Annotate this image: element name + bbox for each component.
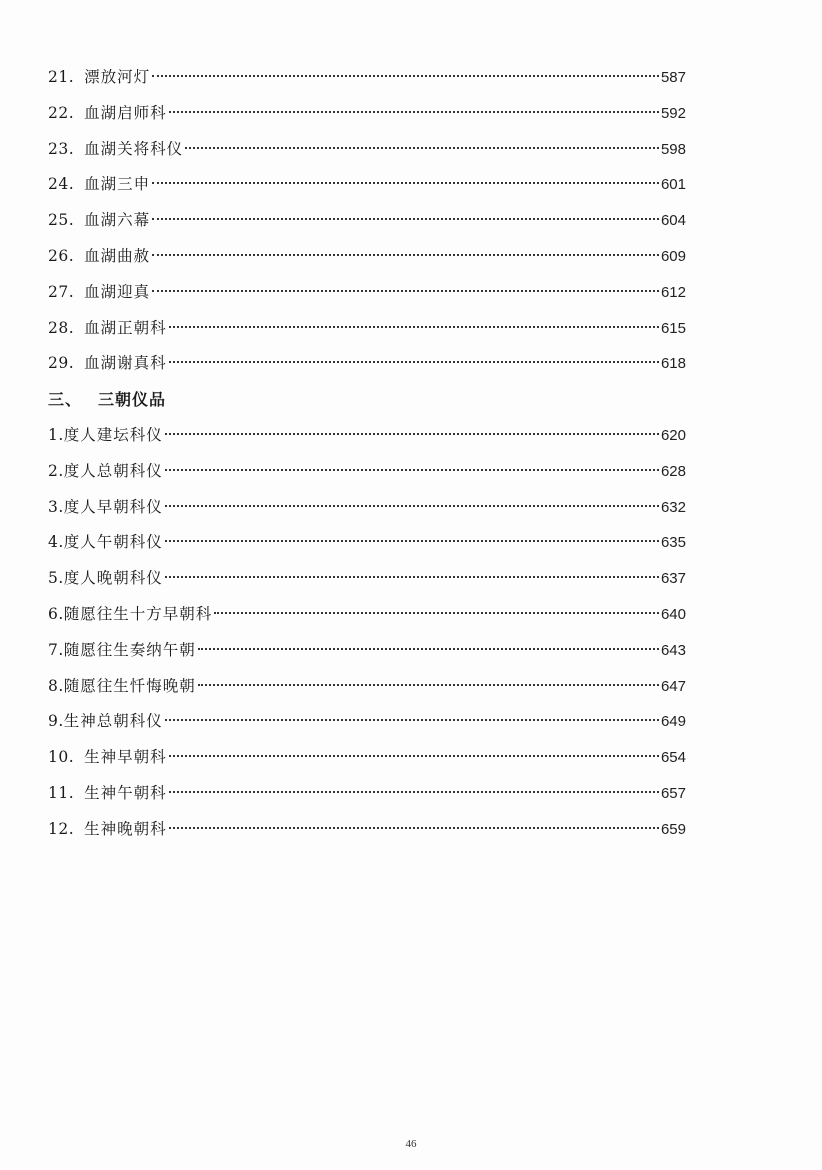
dot-leader — [165, 433, 659, 435]
toc-entry-title: 生神午朝科 — [84, 783, 167, 802]
toc-entry-title: 血湖正朝科 — [84, 318, 167, 337]
dot-leader — [169, 361, 659, 363]
toc-entry-number: 7. — [48, 640, 64, 659]
dot-leader — [165, 469, 659, 471]
toc-entry — [48, 239, 686, 275]
toc-entry-page: 612 — [660, 283, 686, 301]
toc-entry — [48, 132, 686, 168]
toc-entry-page: 657 — [660, 784, 686, 802]
toc-entry-title: 生神晚朝科 — [84, 819, 167, 838]
page-number: 46 — [405, 1138, 417, 1150]
toc-entry-number: 22. — [48, 103, 75, 122]
toc-entry — [48, 669, 686, 705]
toc-entry-page: 635 — [660, 534, 686, 552]
dot-leader — [165, 576, 659, 578]
toc-entry-title: 血湖曲赦 — [84, 246, 151, 265]
toc-entry-title: 度人早朝科仪 — [63, 497, 163, 516]
dot-leader — [165, 540, 659, 542]
toc-entry-title: 度人午朝科仪 — [63, 533, 163, 552]
toc-entry — [48, 525, 686, 561]
toc-entry-title: 血湖三申 — [84, 175, 151, 194]
toc-entry-page: 604 — [660, 212, 686, 230]
toc-entry — [48, 490, 686, 526]
dot-leader — [169, 326, 659, 328]
toc-entry-title: 度人总朝科仪 — [63, 461, 163, 480]
toc-entry-title: 随愿往生奏纳午朝 — [63, 640, 196, 659]
toc-list-part2 — [48, 418, 686, 848]
dot-leader — [165, 719, 659, 721]
toc-entry-title: 血湖六幕 — [84, 211, 151, 230]
toc-entry-page: 598 — [660, 140, 686, 158]
toc-entry-title: 随愿往生忏悔晚朝 — [63, 676, 196, 695]
toc-entry-page: 592 — [660, 104, 686, 122]
toc-entry-number: 27. — [48, 282, 75, 301]
toc-entry-title: 生神总朝科仪 — [63, 712, 163, 731]
dot-leader — [169, 791, 659, 793]
toc-entry-number: 2. — [48, 461, 64, 480]
toc-entry-page: 615 — [660, 319, 686, 337]
dot-leader — [165, 505, 659, 507]
toc-entry — [48, 454, 686, 490]
toc-entry-page: 609 — [660, 247, 686, 265]
toc-entry-title: 随愿往生十方早朝科 — [63, 604, 213, 623]
toc-entry-title: 度人晚朝科仪 — [63, 569, 163, 588]
dot-leader — [152, 290, 659, 292]
toc-entry-number: 3. — [48, 497, 64, 516]
toc-entry — [48, 311, 686, 347]
toc-entry — [48, 597, 686, 633]
toc-entry-number: 9. — [48, 712, 64, 731]
dot-leader — [152, 75, 659, 77]
dot-leader — [169, 755, 659, 757]
section-heading — [48, 382, 686, 418]
toc-entry-number: 6. — [48, 604, 64, 623]
dot-leader — [169, 111, 659, 113]
section-title: 三朝仪品 — [98, 390, 167, 410]
dot-leader — [152, 254, 659, 256]
toc-entry-number: 29. — [48, 354, 75, 373]
toc-entry — [48, 203, 686, 239]
toc-entry — [48, 346, 686, 382]
toc-entry-number: 24. — [48, 175, 75, 194]
toc-entry-title: 生神早朝科 — [84, 748, 167, 767]
toc-entry-title: 血湖谢真科 — [84, 354, 167, 373]
toc-entry-title: 血湖关将科仪 — [84, 139, 184, 158]
toc-entry-page: 647 — [660, 677, 686, 695]
toc-entry — [48, 633, 686, 669]
toc-entry-page: 628 — [660, 462, 686, 480]
table-of-contents — [48, 60, 686, 848]
toc-entry-number: 23. — [48, 139, 75, 158]
toc-entry-page: 637 — [660, 570, 686, 588]
toc-entry-title: 度人建坛科仪 — [63, 425, 163, 444]
toc-entry-page: 659 — [660, 820, 686, 838]
toc-entry-title: 血湖启师科 — [84, 103, 167, 122]
dot-leader — [152, 218, 659, 220]
toc-entry-title: 漂放河灯 — [84, 68, 151, 86]
toc-entry — [48, 418, 686, 454]
toc-entry — [48, 812, 686, 848]
toc-entry-page: 620 — [660, 426, 686, 444]
toc-entry-number: 21. — [48, 68, 75, 86]
dot-leader — [152, 182, 659, 184]
toc-entry-number: 10. — [48, 748, 75, 767]
toc-entry — [48, 167, 686, 203]
toc-entry-title: 血湖迎真 — [84, 282, 151, 301]
toc-entry — [48, 740, 686, 776]
toc-entry — [48, 60, 686, 96]
toc-entry — [48, 275, 686, 311]
toc-entry-page: 649 — [660, 713, 686, 731]
dot-leader — [185, 147, 659, 149]
toc-entry-number: 26. — [48, 246, 75, 265]
toc-entry-page: 640 — [660, 605, 686, 623]
toc-entry-number: 25. — [48, 211, 75, 230]
toc-entry-number: 8. — [48, 676, 64, 695]
dot-leader — [214, 612, 659, 614]
toc-entry-page: 618 — [660, 355, 686, 373]
dot-leader — [198, 684, 659, 686]
dot-leader — [198, 648, 659, 650]
toc-entry-page: 654 — [660, 749, 686, 767]
toc-list-part1 — [48, 60, 686, 382]
toc-entry-page: 632 — [660, 498, 686, 516]
toc-entry — [48, 776, 686, 812]
toc-entry-number: 4. — [48, 533, 64, 552]
toc-entry-number: 12. — [48, 819, 75, 838]
toc-entry-number: 5. — [48, 569, 64, 588]
toc-entry — [48, 561, 686, 597]
dot-leader — [169, 827, 659, 829]
toc-entry — [48, 704, 686, 740]
toc-entry-page: 601 — [660, 176, 686, 194]
toc-entry-number: 1. — [48, 425, 64, 444]
toc-entry-page: 587 — [660, 69, 686, 86]
section-number: 三、 — [48, 390, 83, 410]
toc-entry-page: 643 — [660, 641, 686, 659]
toc-entry-number: 28. — [48, 318, 75, 337]
toc-entry — [48, 96, 686, 132]
toc-entry-number: 11. — [48, 783, 75, 802]
